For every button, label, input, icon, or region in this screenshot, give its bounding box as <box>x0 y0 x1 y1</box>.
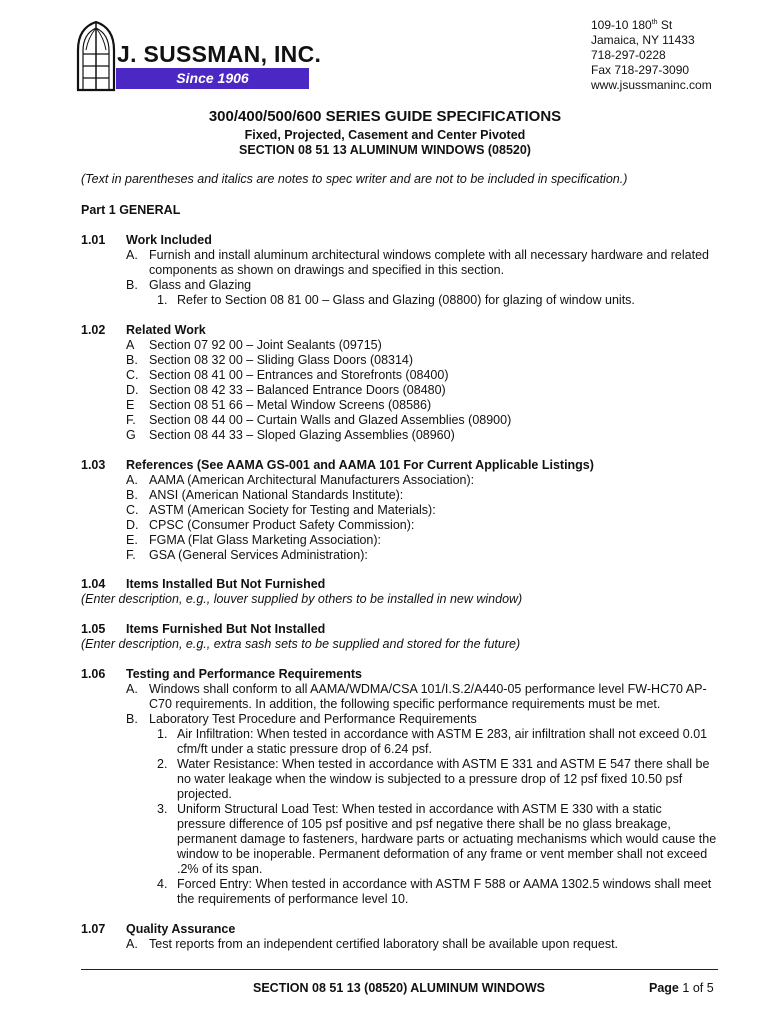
subitem-text: Uniform Structural Load Test: When tested in accordance with ASTM E 330 with a static <box>177 802 662 816</box>
subitem-text: no water leakage when the window is subjected to a pressure drop of 12 psf fixed 10.50 psf <box>177 772 683 786</box>
item-label: F. <box>126 413 136 427</box>
section-heading: Items Furnished But Not Installed <box>126 622 326 636</box>
section-number: 1.02 <box>81 323 106 337</box>
since-text: Since 1906 <box>176 70 249 86</box>
item-label: A <box>126 338 135 352</box>
item-text: Laboratory Test Procedure and Performance Requirements <box>149 712 477 726</box>
subitem-text: permanent damage to fasteners, hardware parts or actuating mechanisms which would cause the <box>177 832 717 846</box>
section-heading: Related Work <box>126 323 206 337</box>
item-text: Test reports from an independent certified laboratory shall be available upon request. <box>149 937 619 951</box>
section-number: 1.05 <box>81 622 106 636</box>
address-city: Jamaica, NY 11433 <box>591 33 695 47</box>
item-label: D. <box>126 518 139 532</box>
address-phone: 718-297-0228 <box>591 48 666 62</box>
subitem-text: Air Infiltration: When tested in accordance with ASTM E 283, air infiltration shall not exceed 0.01 <box>177 727 708 741</box>
item-text: AAMA (American Architectural Manufacturers Association): <box>149 473 475 487</box>
subitem-label: 3. <box>157 802 168 816</box>
item-text: Section 08 44 00 – Curtain Walls and Glazed Assemblies (08900) <box>149 413 512 427</box>
item-text: Section 08 41 00 – Entrances and Storefronts (08400) <box>149 368 449 382</box>
item-label: B. <box>126 353 138 367</box>
document-title: 300/400/500/600 SERIES GUIDE SPECIFICATIONS <box>208 108 562 125</box>
subitem-text: projected. <box>177 787 232 801</box>
document-section: SECTION 08 51 13 ALUMINUM WINDOWS (08520) <box>239 143 531 157</box>
item-label: B. <box>126 278 138 292</box>
subitem-label: 1. <box>157 293 168 307</box>
item-text: FGMA (Flat Glass Marketing Association): <box>149 533 382 547</box>
section-heading: Testing and Performance Requirements <box>126 667 362 681</box>
item-label: C. <box>126 368 139 382</box>
item-text: C70 requirements. In addition, the following specific performance requirements must be met. <box>149 697 661 711</box>
section-number: 1.07 <box>81 922 106 936</box>
subitem-text: Water Resistance: When tested in accordance with ASTM E 331 and ASTM E 547 there shall be <box>177 757 710 771</box>
item-text: Windows shall conform to all AAMA/WDMA/CSA 101/I.S.2/A440-05 performance level FW-HC70 AP- <box>149 682 707 696</box>
section-heading: Quality Assurance <box>126 922 236 936</box>
footer-divider <box>81 969 718 970</box>
spec-writer-note: (Text in parentheses and italics are notes to spec writer and are not to be included in specification.) <box>81 172 628 186</box>
item-text: Section 07 92 00 – Joint Sealants (09715) <box>149 338 382 352</box>
subitem-text: Forced Entry: When tested in accordance with ASTM F 588 or AAMA 1302.5 windows shall meet <box>177 877 712 891</box>
spec-note: (Enter description, e.g., extra sash sets to be supplied and stored for the future) <box>81 637 521 651</box>
part-heading: Part 1 GENERAL <box>81 203 181 217</box>
section-heading: References (See AAMA GS-001 and AAMA 101 For Current Applicable Listings) <box>126 458 594 472</box>
address-street: 109-10 180th St <box>591 18 673 32</box>
document-subtitle: Fixed, Projected, Casement and Center Pivoted <box>244 128 526 142</box>
section-number: 1.04 <box>81 577 106 591</box>
item-text: CPSC (Consumer Product Safety Commission): <box>149 518 415 532</box>
address-website: www.jsussmaninc.com <box>591 78 712 92</box>
item-text: Furnish and install aluminum architectural windows complete with all necessary hardware and related <box>149 248 709 262</box>
item-label: E <box>126 398 135 412</box>
item-text: GSA (General Services Administration): <box>149 548 368 562</box>
subitem-text: Refer to Section 08 81 00 – Glass and Glazing (08800) for glazing of window units. <box>177 293 635 307</box>
subitem-label: 4. <box>157 877 168 891</box>
item-text: Section 08 51 66 – Metal Window Screens (08586) <box>149 398 432 412</box>
footer-section-title: SECTION 08 51 13 (08520) ALUMINUM WINDOWS <box>253 981 545 995</box>
footer-page-number: Page 1 of 5 <box>649 981 714 995</box>
item-text: Section 08 42 33 – Balanced Entrance Doors (08480) <box>149 383 446 397</box>
section-number: 1.01 <box>81 233 106 247</box>
item-text: ASTM (American Society for Testing and Materials): <box>149 503 436 517</box>
item-label: A. <box>126 473 138 487</box>
section-heading: Items Installed But Not Furnished <box>126 577 326 591</box>
item-text: Glass and Glazing <box>149 278 252 292</box>
subitem-text: the requirements of performance level 10. <box>177 892 409 906</box>
subitem-label: 2. <box>157 757 168 771</box>
section-number: 1.03 <box>81 458 106 472</box>
item-label: G <box>126 428 136 442</box>
logo-window-icon <box>76 20 116 92</box>
item-text: Section 08 32 00 – Sliding Glass Doors (08314) <box>149 353 414 367</box>
section-heading: Work Included <box>126 233 212 247</box>
item-label: C. <box>126 503 139 517</box>
subitem-text: cfm/ft under a static pressure drop of 6.24 psf. <box>177 742 432 756</box>
item-label: B. <box>126 488 138 502</box>
address-fax: Fax 718-297-3090 <box>591 63 690 77</box>
item-label: D. <box>126 383 139 397</box>
since-banner <box>116 68 309 89</box>
company-address <box>591 18 712 93</box>
item-text: Section 08 44 33 – Sloped Glazing Assemblies (08960) <box>149 428 455 442</box>
item-label: E. <box>126 533 138 547</box>
subitem-text: window to be inoperable. Permanent deformation of any frame or vent member shall not exceed <box>177 847 708 861</box>
item-text: components as shown on drawings and specified in this section. <box>149 263 505 277</box>
spec-note: (Enter description, e.g., louver supplied by others to be installed in new window) <box>81 592 523 606</box>
item-label: B. <box>126 712 138 726</box>
company-name: J. SUSSMAN, INC. <box>117 41 322 67</box>
subitem-label: 1. <box>157 727 168 741</box>
subitem-text: pressure difference of 105 psf positive and psf negative there shall be no glass breakage, <box>177 817 671 831</box>
item-label: A. <box>126 248 138 262</box>
item-label: A. <box>126 682 138 696</box>
subitem-text: .2% of its span. <box>177 862 263 876</box>
item-label: F. <box>126 548 136 562</box>
section-number: 1.06 <box>81 667 106 681</box>
item-text: ANSI (American National Standards Institute): <box>149 488 404 502</box>
item-label: A. <box>126 937 138 951</box>
